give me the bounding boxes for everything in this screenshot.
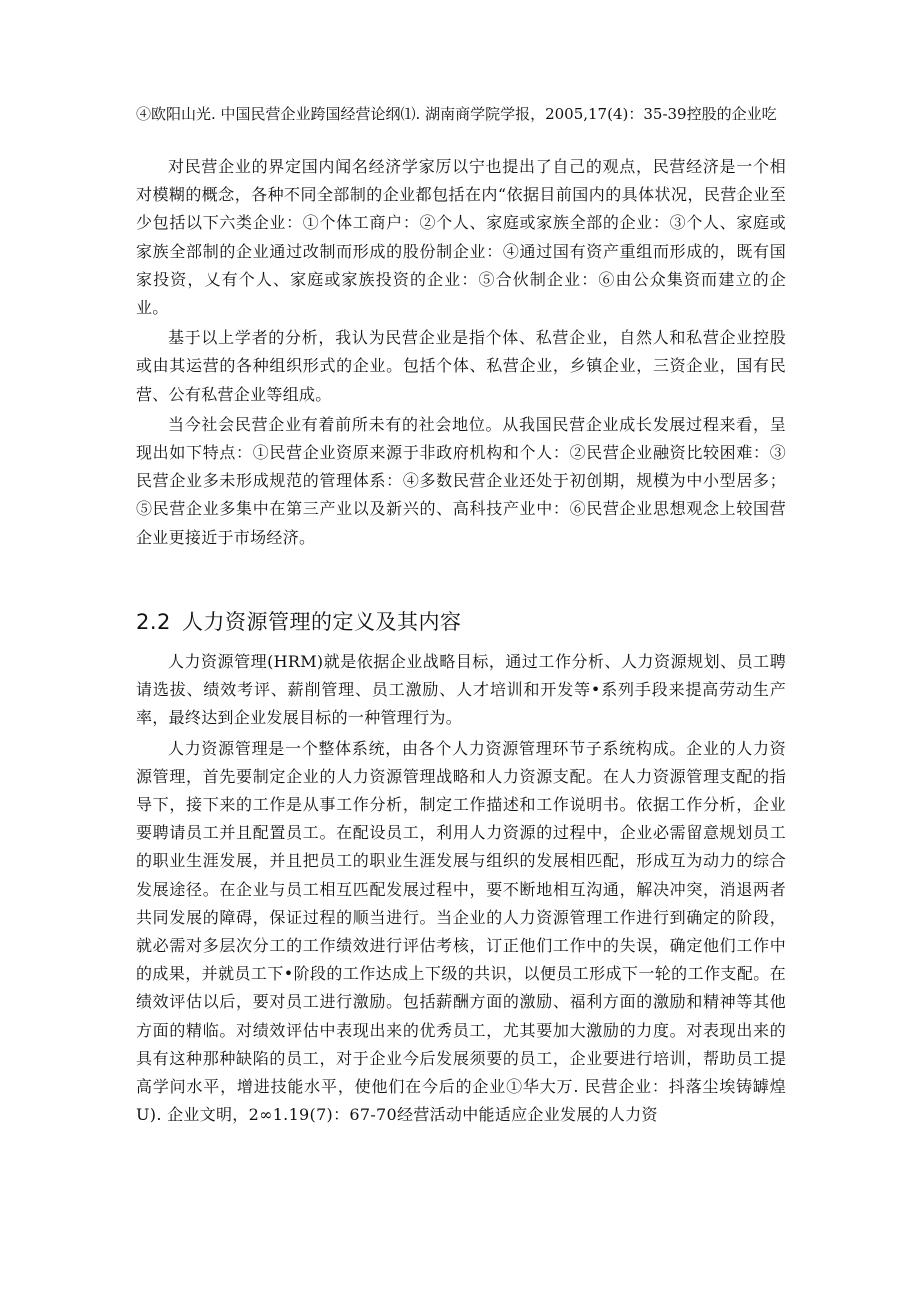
paragraph: 人力资源管理是一个整体系统，由各个人力资源管理环节子系统构成。企业的人力资源管理，首先要制定企业的人力资源管理战略和人力资源支配。在人力资源管理支配的指导下，接下来的工作是从事工作分析，制定工作描述和工作说明书。依据工作分析，企业要聘请员工并且配置员工。在配设员工，利用人力资源的过程中，企业必需留意规划员工的职业生涯发展，并且把员工的职业生涯发展与组织的发展相匹配，形成互为动力的综合发展途径。在企业与员工相互匹配发展过程中，要不断地相互沟通，解决冲突，消退两者共同发展的障碍，保证过程的顺当进行。当企业的人力资源管理工作进行到确定的阶段，就必需对多层次分工的工作绩效进行评估考核，订正他们工作中的失误，确定他们工作中的成果，并就员工下•阶段的工作达成上下级的共识，以便员工形成下一轮的工作支配。在绩效评估以后，要对员工进行激励。包括薪酬方面的激励、福利方面的激励和精神等其他方面的精临。对绩效评估中表现出来的优秀员工，尤其要加大激励的力度。对表现出来的具有这种那种缺陷的员工，对于企业今后发展须要的员工，企业要进行培训，帮助员工提高学问水平，增进技能水平，使他们在今后的企业①华大万. 民营企业：抖落尘埃铸罅煌U). 企业文明，2∞1.19(7)：67-70经营活动中能适应企业发展的人力资 <box>136 738 786 1125</box>
section-title: 人力资源管理的定义及其内容 <box>182 610 462 634</box>
body-text-before-section <box>136 153 786 554</box>
footnote-citation: ④欧阳山光. 中国民营企业跨国经营论纲⑴. 湖南商学院学报，2005,17(4)：35-39控股的企业吃 <box>136 105 777 123</box>
paragraph: 基于以上学者的分析，我认为民营企业是指个体、私营企业，自然人和私营企业控股或由其运营的各种组织形式的企业。包括个体、私营企业，乡镇企业，三资企业，国有民营、公有私营企业等组成。 <box>136 328 786 404</box>
paragraph: 当今社会民营企业有着前所未有的社会地位。从我国民营企业成长发展过程来看，呈现出如下特点：①民营企业资原来源于非政府机构和个人：②民营企业融资比较困难：③民营企业多未形成规范的管理体系：④多数民营企业还处于初创期，规模为中小型居多；⑤民营企业多集中在第三产业以及新兴的、高科技产业中：⑥民营企业思想观念上较国营企业更接近于市场经济。 <box>136 414 786 547</box>
paragraph: 人力资源管理(HRM)就是依据企业战略目标，通过工作分析、人力资源规划、员工聘请选拔、绩效考评、薪削管理、员工激励、人才培训和开发等•系列手段来提高劳动生产率，最终达到企业发展目标的一种管理行为。 <box>136 652 786 728</box>
section-number: 2.2 <box>136 610 171 634</box>
body-text-after-section <box>136 648 786 1131</box>
paragraph: 对民营企业的界定国内闻名经济学家厉以宁也提出了自己的观点，民营经济是一个相对模糊的概念，各种不同全部制的企业都包括在内“依据目前国内的具体状况，民营企业至少包括以下六类企业：①个体工商户：②个人、家庭或家族全部的企业：③个人、家庭或家族全部制的企业通过改制而形成的股份制企业：④通过国有资产重组而形成的，既有国家投资，乂有个人、家庭或家族投资的企业：⑤合伙制企业：⑥由公众集资而建立的企业。 <box>136 157 786 318</box>
section-heading <box>136 606 786 638</box>
